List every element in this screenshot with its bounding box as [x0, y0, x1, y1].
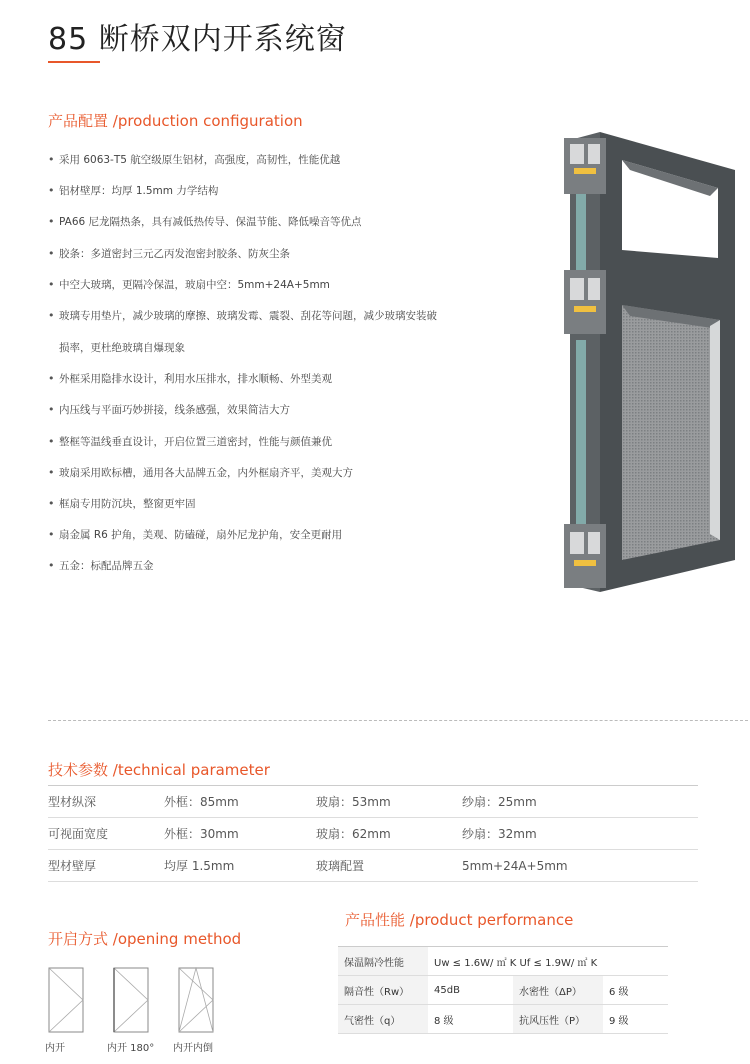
- list-item: • 玻扇采用欧标槽，通用各大品牌五金，内外框扇齐平，美观大方: [48, 465, 458, 481]
- table-cell: 8 级: [428, 1005, 513, 1034]
- table-cell: 保温隔冷性能: [338, 947, 428, 976]
- tilt-turn-icon: [178, 967, 214, 1033]
- list-item: • 玻璃专用垫片，减少玻璃的摩擦、玻璃发霉、震裂、刮花等问题，减少玻璃安装破损率，更杜绝玻璃自爆现象: [48, 300, 443, 364]
- table-cell: 隔音性（Rw）: [338, 976, 428, 1005]
- table-row: [48, 818, 698, 850]
- list-item: • 整框等温线垂直设计，开启位置三道密封，性能与颜值兼优: [48, 434, 458, 450]
- performance-table: [338, 946, 668, 1034]
- table-row: [338, 1005, 668, 1034]
- table-cell: 玻扇：53mm: [316, 786, 462, 818]
- table-cell: 45dB: [428, 976, 513, 1005]
- list-item: • 采用 6063-T5 航空级原生铝材，高强度，高韧性，性能优越: [48, 152, 458, 168]
- table-cell: 纱扇：32mm: [462, 818, 698, 850]
- table-cell: 抗风压性（P）: [513, 1005, 603, 1034]
- opening-label: 内开: [45, 1043, 65, 1054]
- table-cell: 玻璃配置: [316, 850, 462, 882]
- list-item: • PA66 尼龙隔热条，具有减低热传导、保温节能、降低噪音等优点: [48, 214, 458, 230]
- list-item: • 五金：标配品牌五金: [48, 558, 458, 574]
- table-cell: 水密性（ΔP）: [513, 976, 603, 1005]
- table-cell: 外框：30mm: [164, 818, 316, 850]
- table-cell: 纱扇：25mm: [462, 786, 698, 818]
- table-row: [48, 786, 698, 818]
- page-title: 85 断桥双内开系统窗: [48, 22, 347, 57]
- table-cell: 6 级: [603, 976, 668, 1005]
- table-cell: 气密性（q）: [338, 1005, 428, 1034]
- list-item: • 中空大玻璃，更隔冷保温，玻扇中空：5mm+24A+5mm: [48, 277, 458, 293]
- table-cell: Uw ≤ 1.6W/ ㎡ K Uf ≤ 1.9W/ ㎡ K: [428, 947, 668, 976]
- list-item: • 框扇专用防沉块，整窗更牢固: [48, 496, 458, 512]
- list-item: • 外框采用隐排水设计，利用水压排水，排水顺畅、外型美观: [48, 371, 458, 387]
- list-item: • 内压线与平面巧妙拼接，线条感强，效果简洁大方: [48, 402, 458, 418]
- table-cell: 型材纵深: [48, 786, 164, 818]
- table-cell: 型材壁厚: [48, 850, 164, 882]
- opening-label: 内开内倒: [173, 1043, 213, 1054]
- table-cell: 外框：85mm: [164, 786, 316, 818]
- table-row: [338, 947, 668, 976]
- opening-label: 内开 180°: [107, 1043, 155, 1054]
- section-divider: [48, 720, 748, 721]
- table-cell: 9 级: [603, 1005, 668, 1034]
- window-section-image: [560, 130, 740, 595]
- table-cell: 可视面宽度: [48, 818, 164, 850]
- list-item: • 胶条：多道密封三元乙丙发泡密封胶条、防灰尘条: [48, 246, 458, 262]
- table-cell: 5mm+24A+5mm: [462, 850, 698, 882]
- configuration-heading: 产品配置 /production configuration: [48, 112, 303, 130]
- configuration-list: [48, 152, 458, 589]
- table-row: [338, 976, 668, 1005]
- inward-open-icon: [48, 967, 84, 1033]
- table-cell: 玻扇：62mm: [316, 818, 462, 850]
- list-item: • 铝材壁厚：均厚 1.5mm 力学结构: [48, 183, 458, 199]
- inward-open-180-icon: [113, 967, 149, 1033]
- opening-heading: 开启方式 /opening method: [48, 930, 242, 948]
- table-cell: 均厚 1.5mm: [164, 850, 316, 882]
- technical-table: [48, 785, 698, 882]
- title-underline: [48, 61, 100, 63]
- performance-heading: 产品性能 /product performance: [345, 911, 574, 929]
- list-item: • 扇金属 R6 护角，美观、防磕碰，扇外尼龙护角，安全更耐用: [48, 527, 458, 543]
- table-row: [48, 850, 698, 882]
- technical-heading: 技术参数 /technical parameter: [48, 761, 270, 779]
- opening-methods: [45, 967, 265, 1057]
